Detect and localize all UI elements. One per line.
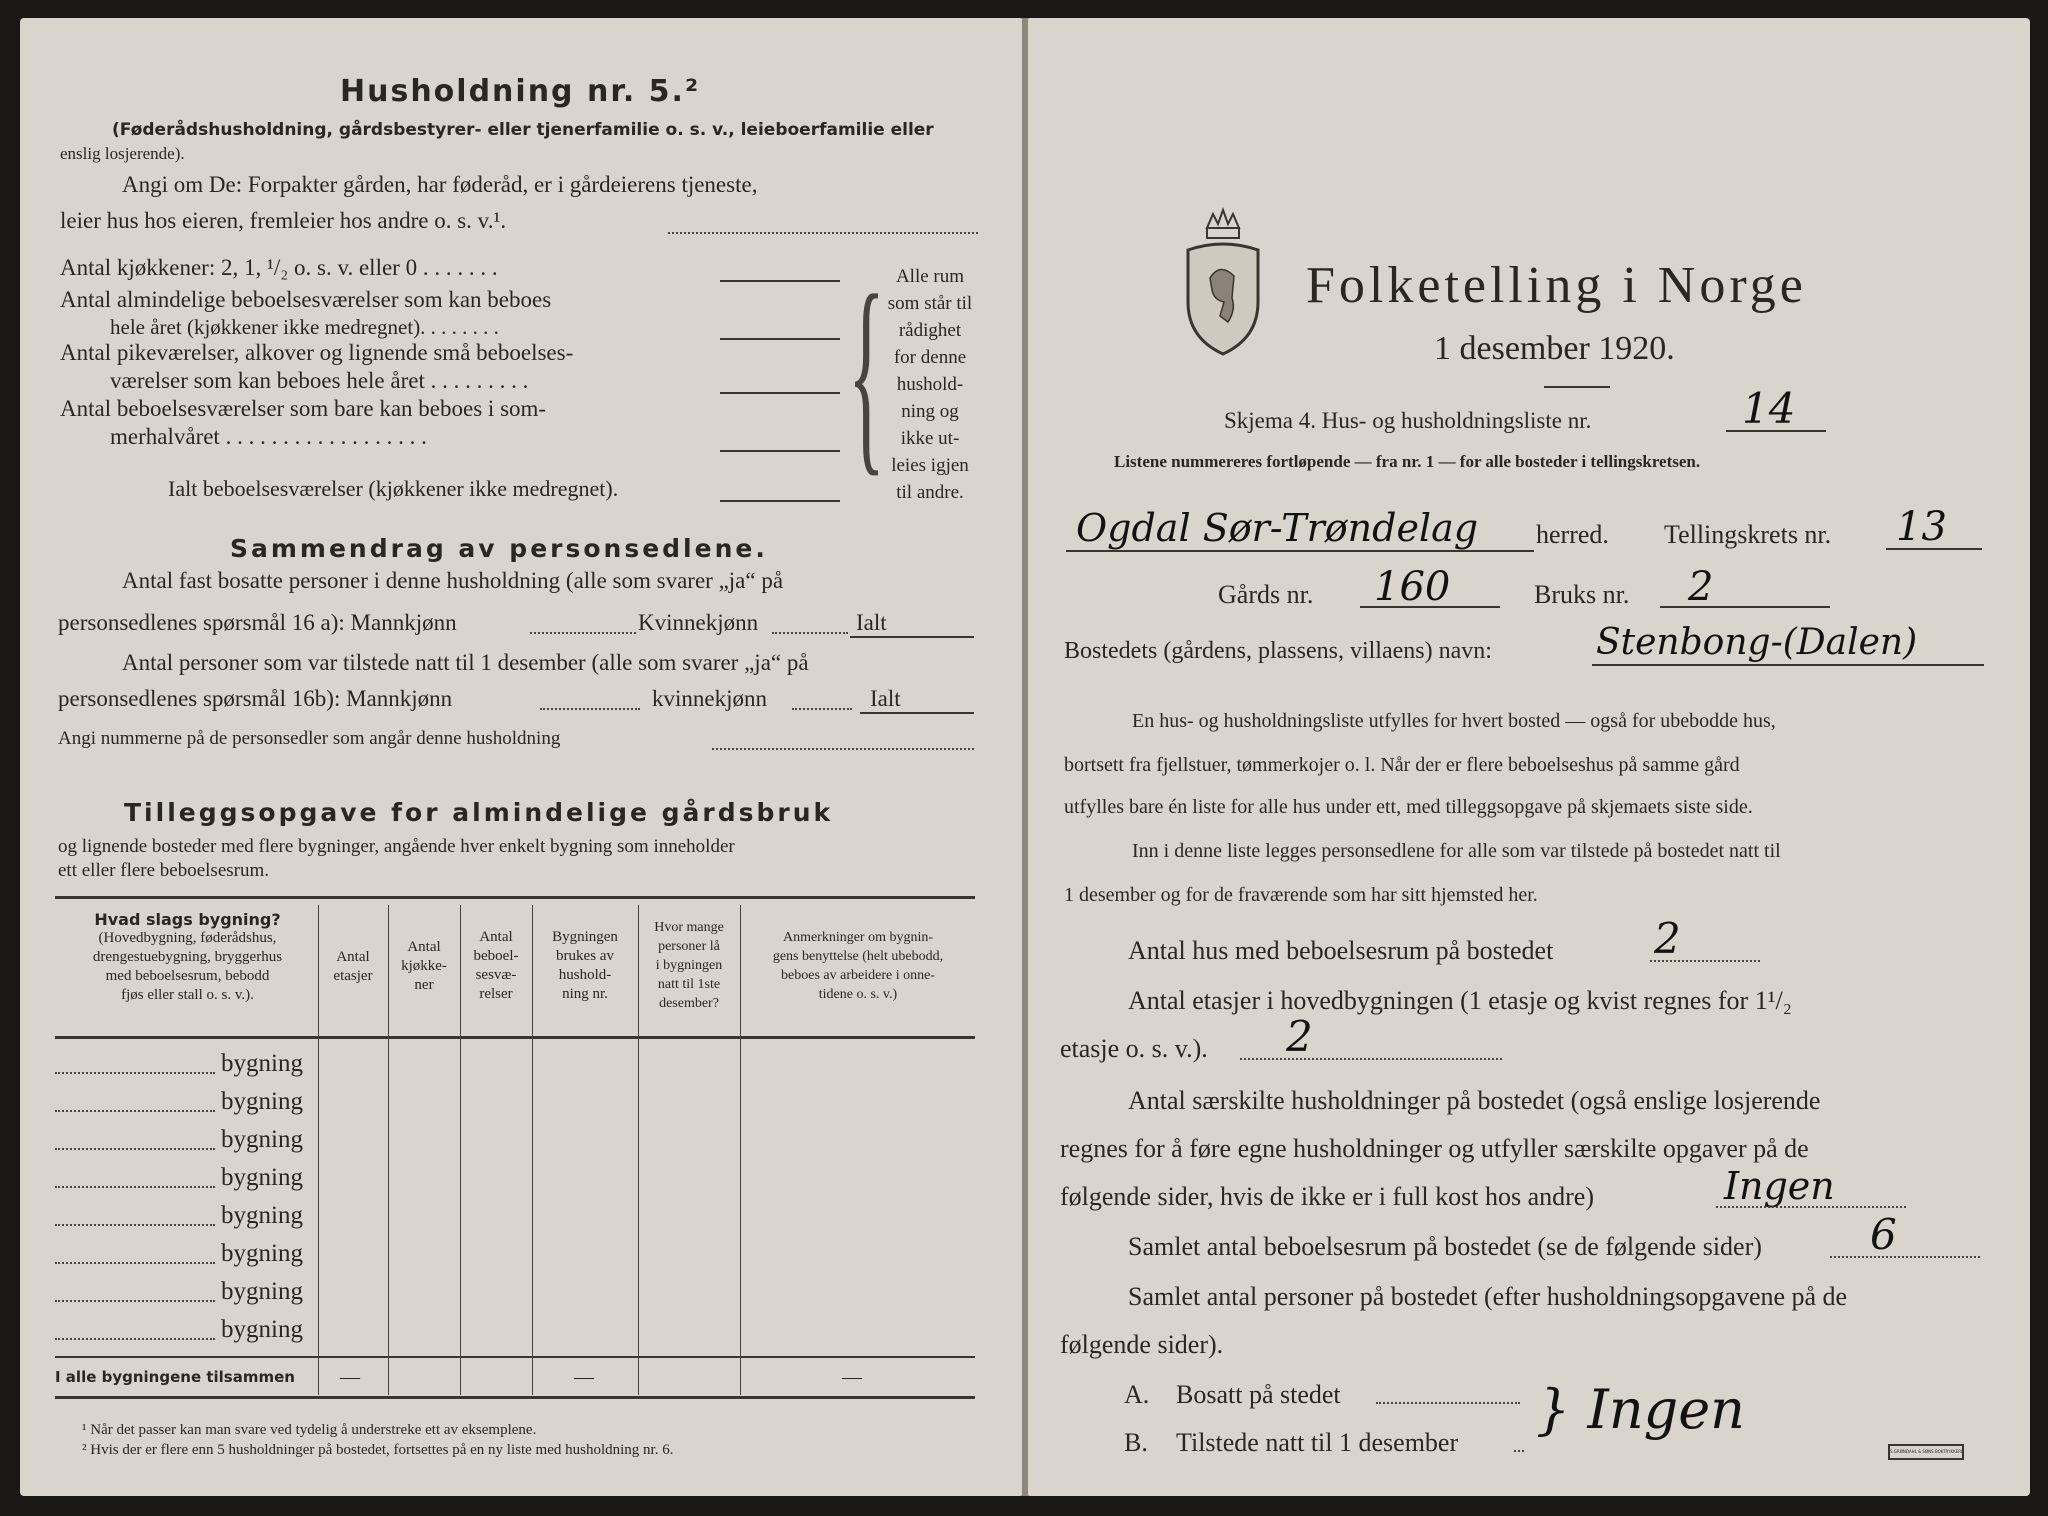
side-note-line: til andre. [896, 482, 964, 503]
bruks-field [1660, 606, 1830, 608]
row-label: bygning [221, 1278, 303, 1305]
sommer-label-1: Antal beboelsesværelser som bare kan beboes i som- [60, 396, 547, 421]
pikevaerelser-label-2: værelser som kan beboes hele året . . . . . . . . . [110, 368, 529, 393]
row-label: bygning [221, 1316, 303, 1343]
summary-line-5: Angi nummerne på de personsedler som angår denne husholdning [58, 728, 561, 749]
header-line: brukes av [556, 948, 614, 964]
tilstede-field [1514, 1450, 1524, 1452]
building-type-field[interactable] [55, 1148, 215, 1150]
gards-label: Gårds nr. [1218, 580, 1314, 609]
bruks-label: Bruks nr. [1534, 580, 1630, 609]
side-note [880, 263, 980, 506]
row-label: bygning [221, 1050, 303, 1077]
household-intro: (Føderådshusholdning, gårdsbestyrer- eller tjenerfamilie o. s. v., leieboerfamilie eller [112, 120, 934, 140]
tellingskrets-value[interactable]: 13 [1896, 504, 1947, 550]
header-line: Anmerkninger om bygnin- [782, 930, 934, 945]
header-line: i bygningen [655, 958, 723, 973]
table-header-cell [462, 928, 530, 1004]
table-bottom-rule [55, 1356, 975, 1358]
bosatt-label: Bosatt på stedet [1176, 1380, 1341, 1409]
personsedler-field[interactable] [712, 748, 974, 750]
table-top-rule [55, 896, 975, 899]
printer-stamp: S.GRØNDAHL & SØNS BOKTRYKKERI [1888, 1444, 1964, 1460]
herred-value[interactable]: Ogdal Sør-Trøndelag [1076, 506, 1479, 550]
row-label: bygning [221, 1088, 303, 1115]
total-dash: — [574, 1366, 594, 1388]
header-line: ner [414, 977, 434, 993]
header-line: tidene o. s. v.) [818, 987, 898, 1002]
angi-line-2: leier hus hos eieren, fremleier hos andre o. s. v.¹. [60, 208, 507, 233]
etasjer-label-2: etasje o. s. v.). [1060, 1034, 1208, 1063]
building-type-field[interactable] [55, 1338, 215, 1340]
side-note-line: leies igjen [891, 455, 969, 476]
header-line: Antal [336, 949, 370, 965]
side-note-line: ikke ut- [900, 428, 960, 449]
bosatt-tilstede-value[interactable]: } Ingen [1536, 1378, 1745, 1441]
bruks-value[interactable]: 2 [1688, 564, 1714, 610]
tellingskrets-field [1886, 548, 1982, 550]
vaerelser-label-2: hele året (kjøkkener ikke medregnet). . . . . . . . [110, 315, 499, 339]
header-line: Hvor mange [654, 920, 724, 935]
tillegg-title: Tilleggsopgave for almindelige gårdsbruk [124, 798, 834, 827]
footnote-2: ² Hvis der er flere enn 5 husholdninger på bostedet, fortsettes på en ny liste med husholdning nr. 6. [82, 1442, 674, 1458]
gards-field [1360, 606, 1500, 608]
header-line: beboes av arbeidere i onne- [781, 968, 935, 983]
table-row[interactable] [55, 1050, 975, 1084]
table-row[interactable] [55, 1088, 975, 1122]
page-fold [1022, 18, 1028, 1496]
etasjer-field [1240, 1058, 1502, 1060]
coat-of-arms-icon [1182, 206, 1264, 363]
pikevaerelser-label-1: Antal pikeværelser, alkover og lignende små beboelses- [60, 340, 574, 365]
mann-fast-field[interactable] [530, 632, 636, 634]
summary-line-3: Antal personer som var tilstede natt til 1 desember (alle som svarer „ja“ på [122, 650, 809, 675]
husholdninger-label-3: følgende sider, hvis de ikke er i full kost hos andre) [1060, 1182, 1594, 1211]
left-page [20, 18, 1024, 1496]
side-note-line: ning og [901, 401, 959, 422]
header-line: fjøs eller stall o. s. v.). [121, 987, 254, 1003]
household-intro-2: enslig losjerende). [60, 144, 185, 163]
bosatt-letter: A. [1124, 1380, 1150, 1409]
ialt-field[interactable] [720, 500, 840, 502]
header-line: kjøkke- [401, 958, 447, 974]
header-line: natt til 1ste [657, 977, 721, 992]
bosted-field [1592, 664, 1984, 666]
table-header-cell [534, 928, 636, 1004]
side-note-line: som står til [887, 293, 973, 314]
header-line: Bygningen [552, 929, 618, 945]
header-line: (Hovedbygning, føderådshus, [98, 930, 277, 946]
table-row[interactable] [55, 1164, 975, 1198]
total-row-label: I alle bygningene tilsammen [55, 1368, 295, 1386]
angi-line-1: Angi om De: Forpakter gården, har føderåd, er i gårdeierens tjeneste, [122, 172, 758, 197]
table-row[interactable] [55, 1278, 975, 1312]
hus-label: Antal hus med beboelsesrum på bostedet [1128, 936, 1554, 965]
summary-line-4b: kvinnekjønn [652, 686, 767, 711]
personer-label-1: Samlet antal personer på bostedet (efter husholdningsopgavene på de [1128, 1282, 1848, 1311]
liste-nr-field [1726, 430, 1826, 432]
summary-line-2c: Ialt [856, 610, 887, 635]
brace-symbol: { [848, 250, 885, 494]
table-end-rule [55, 1396, 975, 1399]
row-label: bygning [221, 1164, 303, 1191]
instr-line-1: En hus- og husholdningsliste utfylles for hvert bosted — også for ubebodde hus, [1132, 710, 1776, 732]
ialt-label: Ialt beboelsesværelser (kjøkkener ikke medregnet). [168, 476, 619, 501]
table-row[interactable] [55, 1202, 975, 1236]
header-line: hushold- [558, 967, 612, 983]
kvinne-tilstede-field[interactable] [792, 708, 852, 710]
side-note-line: rådighet [898, 320, 962, 341]
header-line: etasjer [333, 968, 373, 984]
census-date: 1 desember 1920. [1434, 330, 1675, 367]
etasjer-value[interactable]: 2 [1286, 1012, 1313, 1061]
instr-line-5: 1 desember og for de fraværende som har sitt hjemsted her. [1064, 884, 1538, 906]
table-row[interactable] [55, 1240, 975, 1274]
header-line: Hvad slags bygning? [94, 910, 281, 929]
husholdninger-value[interactable]: Ingen [1724, 1164, 1835, 1208]
listene-note: Listene nummereres fortløpende — fra nr. 1 — for alle bosteder i tellingskretsen. [1114, 452, 1701, 471]
etasjer-label-1: Antal etasjer i hovedbygningen (1 etasje og kvist regnes for 1¹/₂ [1128, 986, 1792, 1015]
instr-line-4: Inn i denne liste legges personsedlene for alle som var tilstede på bostedet natt til [1132, 840, 1781, 862]
kjokkener-label: Antal kjøkkener: 2, 1, ¹/₂ o. s. v. eller 0 . . . . . . . [60, 255, 498, 280]
row-label: bygning [221, 1240, 303, 1267]
tillegg-line-2: ett eller flere beboelsesrum. [58, 860, 270, 881]
mann-tilstede-field[interactable] [540, 708, 640, 710]
building-type-field[interactable] [55, 1224, 215, 1226]
side-note-line: for denne [893, 347, 967, 368]
summary-line-2a: personsedlenes spørsmål 16 a): Mannkjønn [58, 610, 457, 635]
husholdninger-label-1: Antal særskilte husholdninger på bostedet (også enslige losjerende [1128, 1086, 1821, 1115]
title-rule [1544, 386, 1610, 388]
header-line: Antal [407, 939, 441, 955]
tilstede-label: Tilstede natt til 1 desember [1176, 1428, 1459, 1457]
header-line: med beboelsesrum, bebodd [105, 968, 270, 984]
summary-line-2b: Kvinnekjønn [638, 610, 759, 635]
ialt-fast-field[interactable] [850, 636, 974, 638]
header-line: personer lå [658, 939, 720, 954]
pikevaerelser-field[interactable] [720, 392, 840, 394]
tillegg-line-1: og lignende bosteder med flere bygninger, angående hver enkelt bygning som inneholder [58, 836, 735, 857]
header-line: ning nr. [562, 986, 608, 1002]
side-note-line: Alle rum [895, 266, 965, 287]
row-label: bygning [221, 1126, 303, 1153]
tilstede-letter: B. [1124, 1428, 1148, 1457]
footnote-1: ¹ Når det passer kan man svare ved tydelig å understreke ett av eksemplene. [82, 1422, 537, 1438]
summary-title: Sammendrag av personsedlene. [230, 534, 768, 563]
summary-line-4c: Ialt [870, 686, 901, 711]
bosted-value[interactable]: Stenbong-(Dalen) [1596, 622, 1918, 663]
kjokkener-field[interactable] [720, 280, 840, 282]
header-line: drengestuebygning, bryggerhus [92, 949, 283, 965]
husholdninger-label-2: regnes for å føre egne husholdninger og utfyller særskilte opgaver på de [1060, 1134, 1809, 1163]
sommer-label-2: merhalvåret . . . . . . . . . . . . . . . . . . [110, 424, 427, 449]
personer-label-2: følgende sider). [1060, 1330, 1224, 1359]
header-line: beboel- [473, 948, 519, 964]
table-header-cell [640, 918, 738, 1013]
bosatt-field [1376, 1402, 1520, 1404]
building-type-field[interactable] [55, 1186, 215, 1188]
table-row[interactable] [55, 1316, 975, 1350]
vaerelser-field[interactable] [720, 338, 840, 340]
header-line: relser [479, 986, 513, 1002]
table-row[interactable] [55, 1126, 975, 1160]
liste-nr-value[interactable]: 14 [1742, 384, 1796, 433]
household-title: Husholdning nr. 5.² [340, 74, 701, 109]
herred-label: herred. [1536, 520, 1609, 549]
bosted-label: Bostedets (gårdens, plassens, villaens) navn: [1064, 638, 1492, 664]
ialt-tilstede-field[interactable] [860, 712, 974, 714]
hus-field [1650, 960, 1760, 962]
row-label: bygning [221, 1202, 303, 1229]
beboelsesrum-label: Samlet antal beboelsesrum på bostedet (se de følgende sider) [1128, 1232, 1762, 1261]
header-line: Antal [479, 929, 513, 945]
header-line: sesvæ- [475, 967, 517, 983]
header-line: desember? [659, 996, 719, 1011]
angi-fill-line[interactable] [668, 232, 978, 234]
skjema-label: Skjema 4. Hus- og husholdningsliste nr. [1224, 408, 1592, 433]
table-header-cell [320, 948, 386, 986]
building-type-field[interactable] [55, 1072, 215, 1074]
building-type-field[interactable] [55, 1110, 215, 1112]
kvinne-fast-field[interactable] [772, 632, 848, 634]
building-type-field[interactable] [55, 1300, 215, 1302]
herred-field [1066, 550, 1534, 552]
beboelsesrum-field [1830, 1256, 1980, 1258]
total-dash: — [340, 1366, 360, 1388]
beboelsesrum-value[interactable]: 6 [1870, 1210, 1897, 1259]
table-header-rule [55, 1036, 975, 1039]
instr-line-3: utfylles bare én liste for alle hus under ett, med tilleggsopgave på skjemaets siste side. [1064, 796, 1753, 818]
tellingskrets-label: Tellingskrets nr. [1664, 520, 1832, 549]
side-note-line: hushold- [896, 374, 964, 395]
instr-line-2: bortsett fra fjellstuer, tømmerkojer o. l. Når der er flere beboelseshus på samme gård [1064, 754, 1740, 776]
summary-line-1: Antal fast bosatte personer i denne husholdning (alle som svarer „ja“ på [122, 568, 784, 593]
header-line: gens benyttelse (helt ubebodd, [772, 949, 944, 964]
gards-value[interactable]: 160 [1374, 564, 1451, 610]
table-header-cell [60, 910, 315, 1005]
building-type-field[interactable] [55, 1262, 215, 1264]
husholdninger-field [1716, 1206, 1906, 1208]
hus-value[interactable]: 2 [1654, 914, 1681, 963]
total-dash: — [842, 1366, 862, 1388]
sommer-field[interactable] [720, 450, 840, 452]
vaerelser-label-1: Antal almindelige beboelsesværelser som kan beboes [60, 287, 552, 312]
table-header-cell [390, 938, 458, 995]
table-header-cell [742, 928, 974, 1004]
census-title: Folketelling i Norge [1306, 257, 1807, 314]
summary-line-4a: personsedlenes spørsmål 16b): Mannkjønn [58, 686, 453, 711]
